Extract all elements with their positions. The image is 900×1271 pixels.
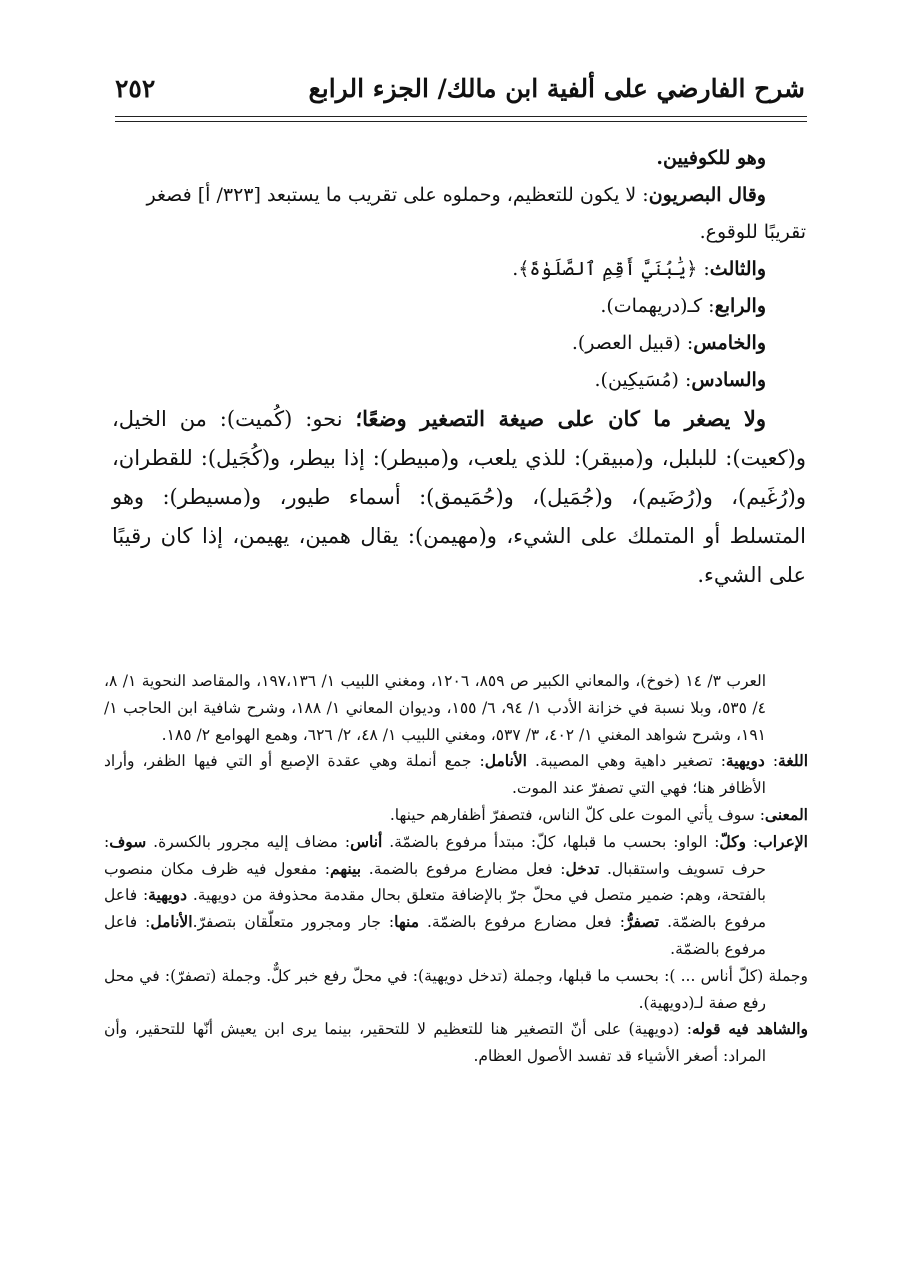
paragraph-basriyyun bbox=[112, 177, 806, 251]
fifth-label: والخامس bbox=[693, 332, 766, 354]
irab-part: : مفعول فيه ظرف مكان منصوب بالفتحة، وهم: ضمير متصل في محلّ جرّ بالإضافة متعلق بحال مقدمة محذوفة من دويهية. bbox=[104, 859, 766, 905]
basriyyun-text: : لا يكون للتعظيم، وحملوه على تقريب ما يستبعد [٣٢٣/ أ] فصغر تقريبًا للوقوع. bbox=[146, 184, 806, 243]
irab-part: : فاعل مرفوع بالضمّة. bbox=[104, 886, 766, 932]
irab-part: : الواو: بحسب ما قبلها، كلّ: مبتدأ مرفوع بالضمّة. bbox=[382, 832, 720, 851]
footnote-maana bbox=[104, 802, 808, 829]
basriyyun-label: وقال البصريون bbox=[648, 184, 766, 206]
rule-text: نحو: (كُميت): من الخيل، و(كعيت): للبلبل، و(مبيقر): للذي يلعب، و(مبيطر): إذا بيطر، و(كُجَيل): للقطران، و(رُغَيم)، و(رُضَيم)، و(جُمَيل)، و(حُمَيمق): أسماء طيور، و(مسيطر): وهو المتسلط أو المتملك على الشيء، و(مهيمن): يقال همين، يهيمن، إذا كان رقيبًا على الشيء. bbox=[112, 407, 806, 587]
irab-word-unas: أناس bbox=[350, 831, 383, 851]
anamil-word: الأنامل bbox=[484, 751, 527, 771]
sixth-label: والسادس bbox=[691, 369, 766, 391]
sixth-text: : (مُسَيكِين). bbox=[594, 369, 692, 391]
irab-part: : فاعل مرفوع بالضمّة. bbox=[104, 913, 766, 958]
fourth-text: : كـ(دريهمات). bbox=[600, 295, 715, 317]
rule-bold: ولا يصغر ما كان على صيغة التصغير وضعًا؛ bbox=[355, 406, 766, 431]
kufiyyin-line: وهو للكوفيين. bbox=[656, 147, 766, 169]
shahid-text: : (دويهية) على أنّ التصغير هنا للتعظيم لا للتحقير، بينما يرى ابن يعيش أنّها للتحقير، وأن المراد: أصغر الأشياء قد تفسد الأصول العظام. bbox=[104, 1020, 766, 1066]
paragraph-rule bbox=[112, 399, 806, 595]
fifth-text: : (قبيل العصر). bbox=[571, 332, 694, 354]
lugha-text: : تصغير داهية وهي المصيبة. bbox=[526, 752, 726, 771]
paragraph-sixth bbox=[112, 362, 806, 399]
anamil-text: : جمع أنملة وهي عقدة الإصبع أو التي فيها الظفر، وأراد الأظافر هنا؛ فهي التي تصفرّ عند الموت. bbox=[104, 752, 766, 798]
lugha-word: دويهية bbox=[725, 751, 765, 771]
paragraph-fourth bbox=[112, 288, 806, 325]
irab-word-baynahum: بينهم bbox=[329, 858, 362, 878]
irab-word-minha: منها bbox=[394, 912, 420, 932]
irab-word-anamil: الأنامل bbox=[150, 912, 193, 932]
paragraph-kufiyyin bbox=[112, 140, 806, 177]
shahid-label: والشاهد فيه قوله bbox=[692, 1019, 808, 1039]
irab-part: : فعل مضارع مرفوع بالضمّة. bbox=[419, 913, 625, 932]
header-rule-bottom bbox=[115, 121, 807, 122]
footnote-shahid bbox=[104, 1016, 808, 1070]
footnote-jumla: وجملة (كلّ أناس ... ): بحسب ما قبلها، وجملة (تدخل دويهية): في محلّ رفع خبر كلٌّ. وجملة (تصفرّ): في محل رفع صفة لـ(دويهية). bbox=[104, 966, 808, 1012]
irab-word-tadkhul: تدخل bbox=[565, 858, 600, 878]
irab-part: : جار ومجرور متعلّقان بتصفرّ. bbox=[192, 913, 395, 932]
footnotes bbox=[104, 668, 808, 1070]
lugha-label: اللغة bbox=[778, 751, 808, 771]
footnote-references: العرب ٣/ ١٤ (خوخ)، والمعاني الكبير ص ٨٥٩، ١٢٠٦، ومغني اللبيب ١/ ١٩٧،١٣٦، والمقاصد النحوية ١/ ٨، ٤/ ٥٣٥، وبلا نسبة في خزانة الأدب ١/ ٩٤، ٦/ ١٥٥، وديوان المعاني ١/ ١٨٨، وشرح شافية ابن الحاجب ١/ ١٩١، وشرح شواهد المغني ١/ ٤٠٢، ٣/ ٥٣٧، ومغني اللبيب ١/ ٤٨، ٢/ ٦٢٦، وهمع الهوامع ٢/ ١٨٥. bbox=[104, 672, 767, 744]
third-label: والثالث bbox=[709, 258, 766, 280]
irab-part: : حرف تسويف واستقبال. bbox=[104, 832, 766, 878]
running-title: شرح الفارضي على ألفية ابن مالك/ الجزء الرابع bbox=[308, 74, 805, 103]
fourth-label: والرابع bbox=[714, 295, 766, 317]
irab-word-kull: وكلّ bbox=[719, 831, 747, 851]
irab-part: : فعل مضارع مرفوع بالضمة. bbox=[361, 859, 566, 878]
maana-label: المعنى bbox=[764, 804, 808, 824]
footnote-lugha: اللغة: دويهية: تصغير داهية وهي المصيبة. الأنامل: جمع أنملة وهي عقدة الإصبع أو التي فيها الظفر، وأراد الأظافر هنا؛ فهي التي تصفرّ عند الموت. bbox=[104, 751, 808, 798]
page-number: ٢٥٢ bbox=[115, 74, 156, 103]
irab-part: : مضاف إليه مجرور بالكسرة. bbox=[146, 832, 351, 851]
irab-label: الإعراب bbox=[758, 831, 808, 851]
irab-word-duwayhiya: دويهية bbox=[148, 885, 188, 905]
third-text: : ﴿يَٰبُنَيَّ أَقِمِ ٱلصَّلَوٰةَ﴾. bbox=[512, 258, 710, 280]
main-text bbox=[112, 140, 806, 595]
irab-word-tasfarr: تصفرُّ bbox=[624, 912, 660, 932]
header-rule-top bbox=[115, 116, 807, 117]
maana-text: : سوف يأتي الموت على كلّ الناس، فتصفرّ أظفارهم حينها. bbox=[389, 805, 765, 824]
page-header bbox=[115, 70, 805, 110]
irab-word-sawfa: سوف bbox=[109, 831, 147, 851]
paragraph-third bbox=[112, 251, 806, 288]
footnote-irab: الإعراب: وكلّ: الواو: بحسب ما قبلها، كلّ: مبتدأ مرفوع بالضمّة. أناس: مضاف إليه مجرور بالكسرة. سوف: حرف تسويف واستقبال. تدخل: فعل مضارع مرفوع بالضمة. بينهم: مفعول فيه ظرف مكان منصوب بالفتحة، وهم: ضمير متصل في محلّ جرّ بالإضافة متعلق بحال مقدمة محذوفة من دويهية. دويهية: فاعل مرفوع بالضمّة. تصفرُّ: فعل مضارع مرفوع بالضمّة. منها: جار ومجرور متعلّقان بتصفرّ.الأنامل: فاعل مرفوع بالضمّة. bbox=[104, 831, 808, 958]
paragraph-fifth bbox=[112, 325, 806, 362]
